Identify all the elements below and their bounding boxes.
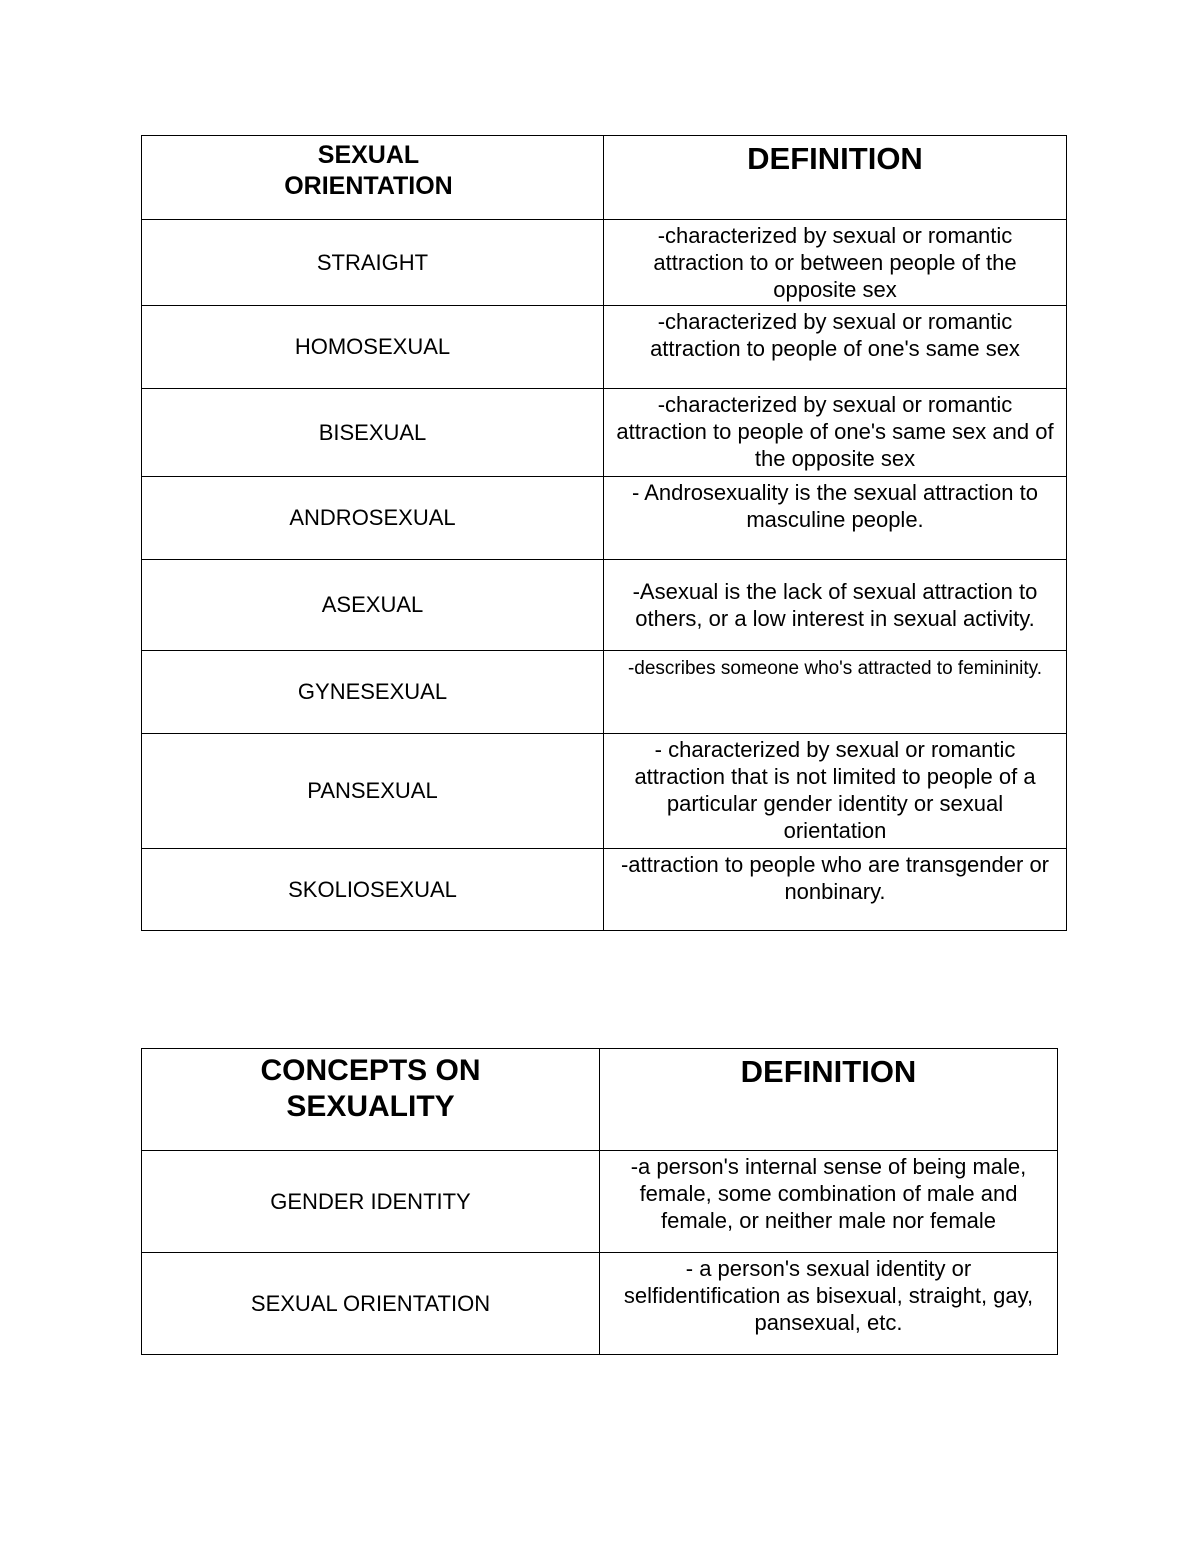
term-cell: HOMOSEXUAL	[142, 306, 604, 389]
header-concepts-on-sexuality: CONCEPTS ON SEXUALITY	[142, 1049, 600, 1151]
header-sexual-orientation: SEXUAL ORIENTATION	[142, 136, 604, 220]
term-cell: PANSEXUAL	[142, 734, 604, 849]
definition-cell: -Asexual is the lack of sexual attraction to others, or a low interest in sexual activity.	[604, 560, 1067, 651]
definition-cell: - characterized by sexual or romantic attraction that is not limited to people of a particular gender identity or sexual orientation	[604, 734, 1067, 849]
term-cell: ANDROSEXUAL	[142, 477, 604, 560]
table-row	[142, 734, 1067, 849]
table-row	[142, 389, 1067, 477]
term-cell: SKOLIOSEXUAL	[142, 849, 604, 931]
definition-cell: -characterized by sexual or romantic attraction to people of one's same sex and of the opposite sex	[604, 389, 1067, 477]
table-header-row	[142, 136, 1067, 220]
concepts-on-sexuality-table	[141, 1048, 1058, 1355]
table-row	[142, 220, 1067, 306]
table-row	[142, 477, 1067, 560]
term-cell: BISEXUAL	[142, 389, 604, 477]
term-cell: SEXUAL ORIENTATION	[142, 1253, 600, 1355]
term-cell: GENDER IDENTITY	[142, 1151, 600, 1253]
term-cell: ASEXUAL	[142, 560, 604, 651]
term-cell: GYNESEXUAL	[142, 651, 604, 734]
definition-cell: -describes someone who's attracted to femininity.	[604, 651, 1067, 734]
definition-cell: -characterized by sexual or romantic attraction to or between people of the opposite sex	[604, 220, 1067, 306]
definition-cell: -a person's internal sense of being male, female, some combination of male and female, or neither male nor female	[600, 1151, 1058, 1253]
table-row	[142, 560, 1067, 651]
header-definition: DEFINITION	[600, 1049, 1058, 1151]
table-row	[142, 849, 1067, 931]
definition-cell: -characterized by sexual or romantic attraction to people of one's same sex	[604, 306, 1067, 389]
sexual-orientation-table	[141, 135, 1067, 931]
header-definition: DEFINITION	[604, 136, 1067, 220]
definition-cell: -attraction to people who are transgender or nonbinary.	[604, 849, 1067, 931]
table-row	[142, 1253, 1058, 1355]
table-header-row	[142, 1049, 1058, 1151]
table-row	[142, 306, 1067, 389]
definition-cell: - a person's sexual identity or selfidentification as bisexual, straight, gay, pansexual, etc.	[600, 1253, 1058, 1355]
term-cell: STRAIGHT	[142, 220, 604, 306]
table-row	[142, 651, 1067, 734]
definition-cell: - Androsexuality is the sexual attraction to masculine people.	[604, 477, 1067, 560]
table-row	[142, 1151, 1058, 1253]
